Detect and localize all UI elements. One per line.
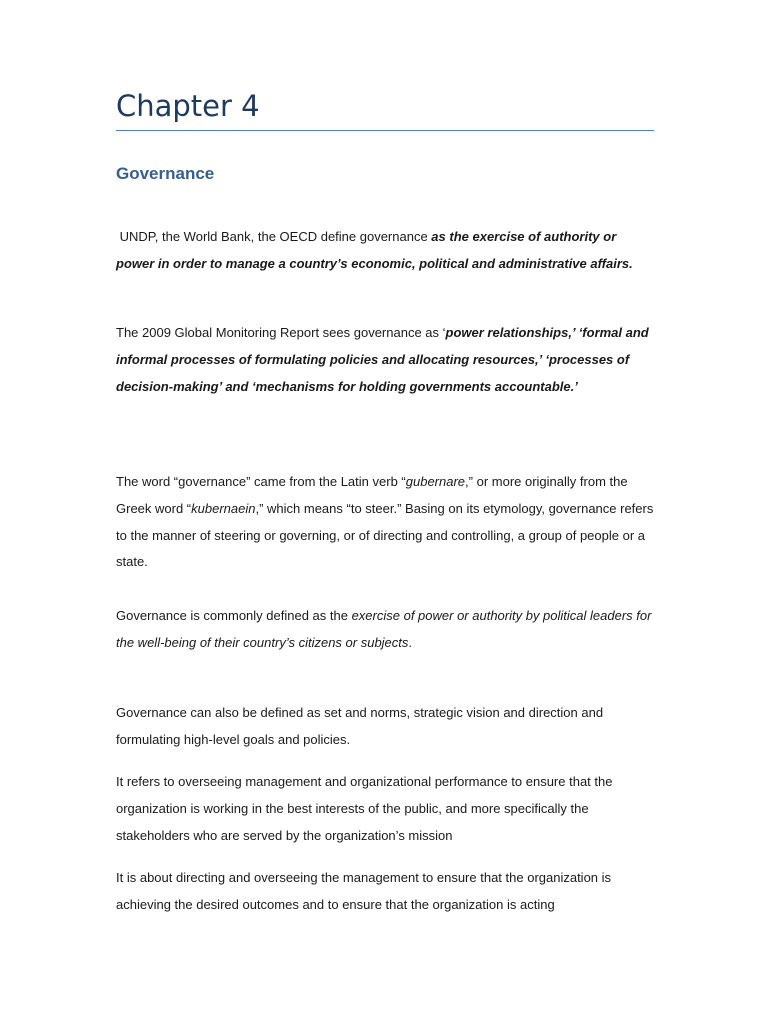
text-segment: kubernaein xyxy=(191,500,256,516)
text-segment: power relationships,’ ‘formal and informal processes of formulating policies and allocating resources,’ ‘processes of decision-making’ and ‘mechanisms for holding governments accountable.’ xyxy=(116,325,649,394)
text-segment: ,” or more originally from the Greek word “ xyxy=(116,474,628,516)
text-segment: Governance is commonly defined as the xyxy=(116,608,352,623)
text-segment: . xyxy=(408,634,413,650)
text-segment: The 2009 Global Monitoring Report sees governance as ‘ xyxy=(116,325,446,340)
text-segment: exercise of power or authority by political leaders for the well-being of their country’s citizens or subjects xyxy=(116,608,652,650)
text-segment: UNDP, the World Bank, the OECD define governance xyxy=(116,229,432,244)
paragraph-undp-definition xyxy=(116,224,656,278)
paragraph-etymology xyxy=(116,469,656,576)
paragraph-common-definition xyxy=(116,603,656,657)
section-heading: Governance xyxy=(116,164,215,183)
text-segment: ,” which means “to steer.” Basing on its etymology, governance refers to the manner of steering or governing, or of directing and controlling, a group of people or a state. xyxy=(116,500,654,570)
text-segment: gubernare xyxy=(405,474,466,489)
title-underline-rule xyxy=(116,130,654,131)
paragraph-directing-overseeing xyxy=(116,865,656,919)
text-segment: as the exercise of authority or power in order to manage a country’s economic, political and administrative affairs. xyxy=(116,229,633,271)
paragraph-norms-definition xyxy=(116,700,656,754)
text-segment: Governance can also be defined as set and norms, strategic vision and direction and formulating high-level goals and policies. xyxy=(116,705,604,747)
text-segment: It refers to overseeing management and organizational performance to ensure that the organization is working in the best interests of the public, and more specifically the stakeholders who are served by the organization’s mission xyxy=(116,774,613,843)
text-segment: It is about directing and overseeing the management to ensure that the organization is achieving the desired outcomes and to ensure that the organization is acting xyxy=(116,870,612,912)
paragraph-global-monitoring-report xyxy=(116,320,656,400)
chapter-title: Chapter 4 xyxy=(116,89,260,123)
paragraph-overseeing-management xyxy=(116,769,656,849)
text-segment: The word “governance” came from the Latin verb “ xyxy=(116,474,406,489)
